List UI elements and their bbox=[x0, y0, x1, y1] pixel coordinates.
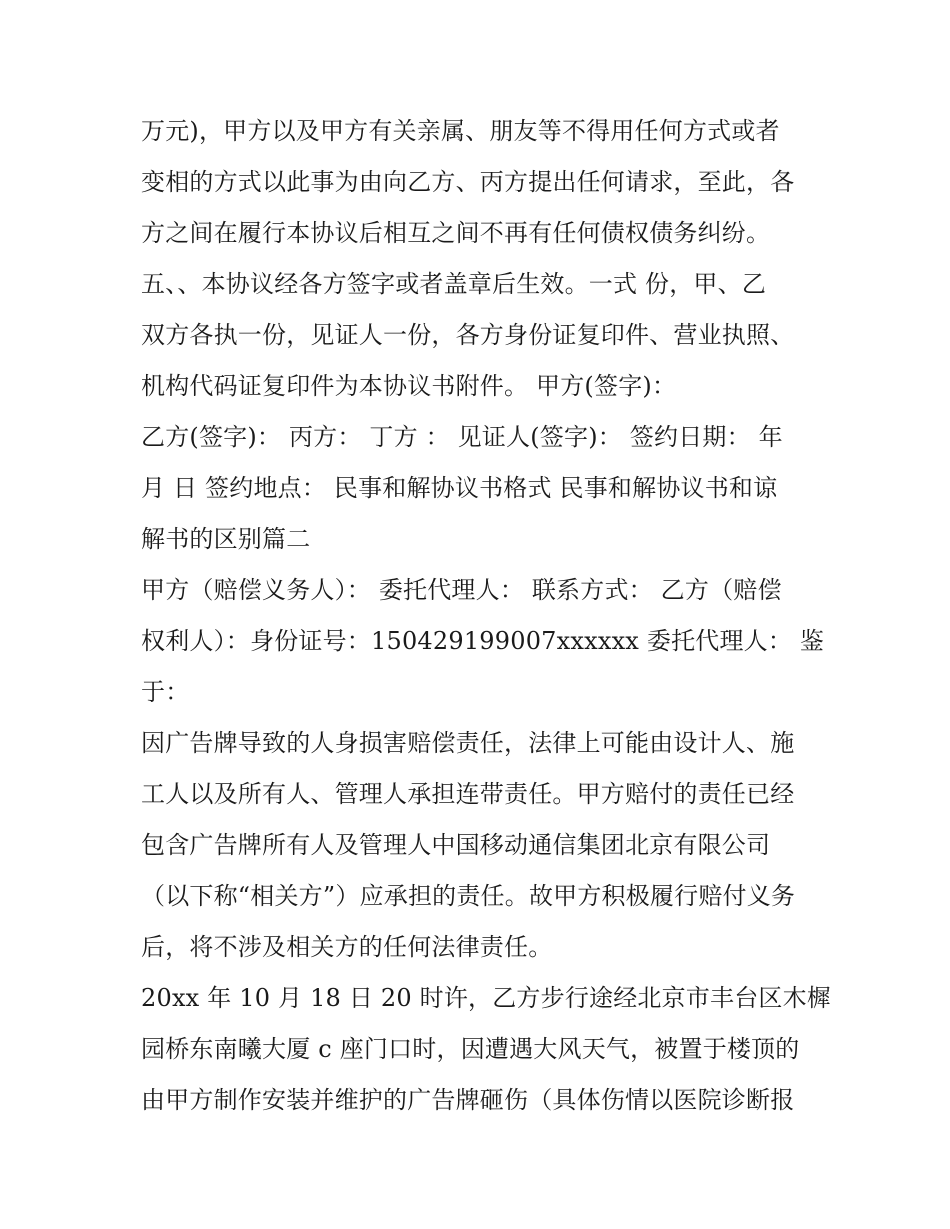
text-line: 于： bbox=[141, 678, 190, 706]
text-line: 万元)，甲方以及甲方有关亲属、朋友等不得用任何方式或者 bbox=[141, 117, 780, 145]
text-line: 乙方(签字)： 丙方： 丁方 ： 见证人(签字)： 签约日期： 年 bbox=[141, 423, 783, 451]
text-line: 月 日 签约地点： 民事和解协议书格式 民事和解协议书和谅 bbox=[141, 474, 778, 502]
text-line: 包含广告牌所有人及管理人中国移动通信集团北京有限公司 bbox=[141, 831, 771, 859]
text-line: 甲方（赔偿义务人）： 委托代理人： 联系方式： 乙方（赔偿 bbox=[141, 576, 782, 604]
text-line: 解书的区别篇二 bbox=[141, 525, 311, 553]
text-line: 方之间在履行本协议后相互之间不再有任何债权债务纠纷。 bbox=[141, 219, 771, 247]
text-line: 变相的方式以此事为由向乙方、丙方提出任何请求，至此，各 bbox=[141, 168, 795, 196]
text-line: 五、、本协议经各方签字或者盖章后生效。一式 份，甲、乙 bbox=[141, 270, 767, 298]
text-line: 工人以及所有人、管理人承担连带责任。甲方赔付的责任已经 bbox=[141, 780, 795, 808]
text-line: （以下称“相关方”）应承担的责任。故甲方积极履行赔付义务 bbox=[141, 882, 796, 910]
text-line: 后，将不涉及相关方的任何法律责任。 bbox=[141, 933, 553, 961]
text-line: 园桥东南曦大厦 c 座门口时，因遭遇大风天气，被置于楼顶的 bbox=[141, 1035, 800, 1063]
text-line: 权利人）：身份证号：150429199007xxxxxx 委托代理人： 鉴 bbox=[141, 627, 825, 655]
text-line: 20xx 年 10 月 18 日 20 时许，乙方步行途经北京市丰台区木樨 bbox=[141, 984, 832, 1012]
text-line: 由甲方制作安装并维护的广告牌砸伤（具体伤情以医院诊断报 bbox=[141, 1086, 795, 1114]
text-line: 机构代码证复印件为本协议书附件。 甲方(签字)： bbox=[141, 372, 677, 400]
text-line: 因广告牌导致的人身损害赔偿责任，法律上可能由设计人、施 bbox=[141, 729, 795, 757]
document-body bbox=[141, 106, 832, 1126]
text-line: 双方各执一份，见证人一份，各方身份证复印件、营业执照、 bbox=[141, 321, 795, 349]
